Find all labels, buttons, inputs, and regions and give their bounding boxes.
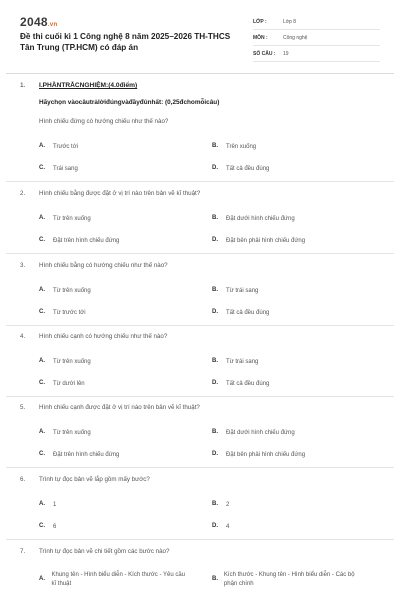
brand-suffix: .vn (47, 22, 58, 28)
question-divider (6, 467, 394, 468)
answer-option[interactable] (39, 237, 199, 246)
option-text: Tất cả đều đúng (226, 381, 270, 387)
option-letter: A. (39, 358, 45, 364)
option-text: 1 (53, 502, 57, 508)
question-text: Hình chiếu bằng có hướng chiếu như thế nào? (39, 262, 168, 269)
option-text: Tất cả đều đúng (226, 310, 270, 316)
site-logo[interactable] (20, 15, 57, 29)
option-letter: C. (39, 451, 45, 457)
option-letter: D. (212, 237, 218, 243)
question-text: Trình tự đọc bản vẽ lắp gồm mấy bước? (39, 476, 150, 483)
option-text: Đặt dưới hình chiếu đứng (226, 430, 295, 436)
brand-name: 2048 (20, 15, 48, 29)
answer-option[interactable] (39, 501, 199, 510)
answer-option[interactable] (212, 143, 372, 152)
question-number: 1. (20, 82, 26, 89)
option-text: Khung tên - Hình biểu diễn - Kích thước - Yêu cầu kĩ thuật (51, 572, 186, 587)
question-number: 2. (20, 190, 26, 197)
exam-header (0, 0, 400, 62)
option-text: Từ trên xuống (53, 430, 91, 436)
section-instruction: Hãychọn vàocâutrảlờiđúngvàđầyđủnhất: (0,25đchomỗicâu) (39, 99, 220, 106)
option-letter: D. (212, 451, 218, 457)
meta-row-count (253, 46, 380, 62)
answer-option[interactable] (39, 429, 199, 438)
header-divider (6, 73, 394, 74)
option-letter: A. (39, 576, 45, 582)
option-letter: B. (212, 501, 218, 507)
exam-title: Đề thi cuối kì 1 Công nghệ 8 năm 2025–2026 TH-THCS Tân Trung (TP.HCM) có đáp án (20, 32, 231, 52)
option-text: Từ trên xuống (53, 359, 91, 365)
option-text: Đặt bên phải hình chiếu đứng (226, 452, 306, 458)
option-letter: B. (212, 576, 218, 582)
option-text: Từ trái sang (226, 359, 259, 365)
meta-label: MÔN : (253, 34, 268, 41)
option-text: Từ trước tới (53, 310, 86, 316)
option-letter: C. (39, 309, 45, 315)
question-text: Hình chiếu cạnh được đặt ở vị trí nào trên bản vẽ kĩ thuật? (39, 404, 200, 411)
answer-option[interactable] (39, 571, 189, 589)
answer-option[interactable] (39, 380, 199, 389)
option-text: 4 (226, 524, 230, 530)
option-letter: C. (39, 237, 45, 243)
option-letter: D. (212, 380, 218, 386)
option-letter: B. (212, 287, 218, 293)
answer-option[interactable] (39, 165, 199, 174)
answer-option[interactable] (212, 215, 372, 224)
answer-option[interactable] (212, 451, 372, 460)
meta-label: LỚP : (253, 18, 267, 25)
section-title: I.PHẦNTRẮCNGHIỆM:(4.0điểm) (39, 82, 138, 89)
question-divider (6, 539, 394, 540)
answer-option[interactable] (212, 358, 372, 367)
option-text: Tất cả đều đúng (226, 166, 270, 172)
option-text: 2 (226, 502, 230, 508)
meta-value: Lớp 8 (283, 18, 297, 25)
option-letter: D. (212, 523, 218, 529)
question-divider (6, 396, 394, 397)
question-text: Hình chiếu bằng được đặt ở vị trí nào trên bản vẽ kĩ thuật? (39, 190, 201, 197)
option-text: Kích thước - Khung tên - Hình biểu diễn - Các bộ phận chính (223, 572, 355, 587)
option-text: Trái sang (53, 166, 78, 172)
option-letter: A. (39, 287, 45, 293)
answer-option[interactable] (212, 237, 372, 246)
option-letter: C. (39, 380, 45, 386)
option-letter: B. (212, 143, 218, 149)
option-letter: A. (39, 143, 45, 149)
option-letter: B. (212, 358, 218, 364)
option-letter: D. (212, 165, 218, 171)
meta-row-class (253, 14, 380, 30)
option-text: Từ trên xuống (53, 216, 91, 222)
option-text: Đặt dưới hình chiếu đứng (226, 216, 295, 222)
answer-option[interactable] (212, 501, 372, 510)
answer-option[interactable] (212, 429, 372, 438)
question-number: 4. (20, 333, 26, 340)
answer-option[interactable] (212, 523, 372, 532)
answer-option[interactable] (39, 451, 199, 460)
answer-option[interactable] (212, 287, 372, 296)
option-text: 6 (53, 524, 57, 530)
option-letter: C. (39, 523, 45, 529)
option-letter: B. (212, 429, 218, 435)
option-letter: A. (39, 215, 45, 221)
question-divider (6, 181, 394, 182)
question-text: Hình chiếu cạnh có hướng chiếu như thế nào? (39, 333, 168, 340)
question-number: 6. (20, 476, 26, 483)
answer-option[interactable] (39, 143, 199, 152)
question-divider (6, 253, 394, 254)
option-letter: D. (212, 309, 218, 315)
answer-option[interactable] (212, 380, 372, 389)
option-letter: A. (39, 501, 45, 507)
option-text: Đặt bên phải hình chiếu đứng (226, 238, 306, 244)
option-text: Trên xuống (226, 144, 257, 150)
answer-option[interactable] (212, 165, 372, 174)
meta-value: Công nghệ (283, 34, 308, 41)
answer-option[interactable] (39, 358, 199, 367)
option-text: Đặt trên hình chiếu đứng (53, 452, 120, 458)
question-number: 7. (20, 548, 26, 555)
question-number: 3. (20, 262, 26, 269)
option-text: Đặt trên hình chiếu đứng (53, 238, 120, 244)
option-letter: B. (212, 215, 218, 221)
option-text: Từ trên xuống (53, 288, 91, 294)
answer-option[interactable] (39, 287, 199, 296)
answer-option[interactable] (39, 309, 199, 318)
option-letter: C. (39, 165, 45, 171)
answer-option[interactable] (212, 309, 372, 318)
question-number: 5. (20, 404, 26, 411)
question-text: Trình tự đọc bản vẽ chi tiết gồm các bước nào? (39, 548, 170, 555)
exam-meta (253, 14, 380, 62)
option-letter: A. (39, 429, 45, 435)
question-divider (6, 325, 394, 326)
meta-label: SỐ CÂU : (253, 50, 276, 57)
question-text: Hình chiếu đứng có hướng chiếu như thế nào? (39, 118, 169, 125)
option-text: Từ trái sang (226, 288, 259, 294)
answer-option[interactable] (39, 523, 199, 532)
answer-option[interactable] (212, 571, 362, 589)
answer-option[interactable] (39, 215, 199, 224)
meta-row-subject (253, 30, 380, 46)
meta-value: 19 (283, 50, 289, 57)
option-text: Trước tới (53, 144, 78, 150)
option-text: Từ dưới lên (53, 381, 85, 387)
